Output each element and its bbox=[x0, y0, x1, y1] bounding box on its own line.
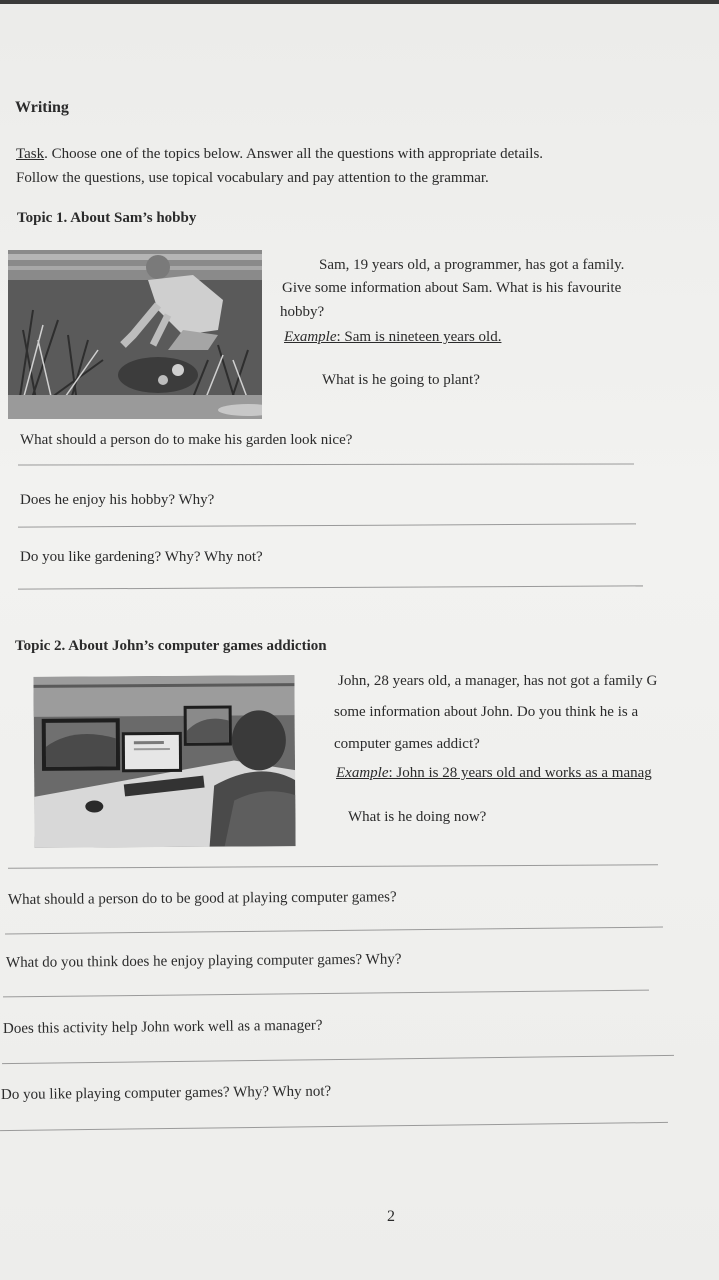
task-line-1 bbox=[16, 146, 543, 163]
answer-line bbox=[3, 990, 649, 998]
answer-line bbox=[5, 927, 663, 935]
topic-1-intro-line-3: hobby? bbox=[280, 304, 325, 320]
topic-2-example-text: : John is 28 years old and works as a manag bbox=[388, 765, 652, 781]
answer-line bbox=[2, 1055, 674, 1064]
topic-2-question-4: Do you like playing computer games? Why? Why not? bbox=[0, 1083, 332, 1103]
section-heading: Writing bbox=[15, 99, 69, 116]
page-number: 2 bbox=[387, 1208, 395, 1225]
answer-line bbox=[18, 585, 643, 589]
topic-1-example-text: : Sam is nineteen years old. bbox=[336, 329, 502, 345]
page-top-edge bbox=[0, 0, 719, 4]
topic-1-example bbox=[284, 329, 501, 346]
topic-1-question-3: Do you like gardening? Why? Why not? bbox=[20, 549, 263, 565]
task-label: Task bbox=[16, 146, 45, 162]
gardening-photo bbox=[8, 250, 262, 419]
topic-1-intro-line-2: Give some information about Sam. What is his favourite bbox=[282, 280, 622, 296]
topic-2-question-2: What do you think does he enjoy playing computer games? Why? bbox=[5, 951, 402, 971]
topic-1-question-1: What should a person do to make his garden look nice? bbox=[20, 432, 353, 448]
answer-line bbox=[0, 1122, 668, 1131]
gamer-at-monitors-illustration bbox=[33, 675, 295, 848]
topic-1-intro-line-1: Sam, 19 years old, a programmer, has got a family. bbox=[319, 257, 625, 273]
computer-games-photo bbox=[33, 675, 295, 848]
topic-2-question-1: What should a person do to be good at playing computer games? bbox=[7, 889, 397, 908]
topic-2-intro-line-1: John, 28 years old, a manager, has not got a family G bbox=[338, 673, 658, 689]
topic-2-question-3: Does this activity help John work well as a manager? bbox=[2, 1017, 323, 1037]
topic-1-question-2: Does he enjoy his hobby? Why? bbox=[20, 492, 215, 508]
answer-line bbox=[18, 463, 634, 465]
task-line-2: Follow the questions, use topical vocabulary and pay attention to the grammar. bbox=[16, 170, 489, 186]
gardener-planting-illustration bbox=[8, 250, 262, 419]
answer-line bbox=[18, 523, 636, 527]
topic-1-title: Topic 1. About Sam’s hobby bbox=[17, 210, 197, 226]
topic-1-question-plant: What is he going to plant? bbox=[322, 372, 480, 388]
topic-2-example bbox=[336, 765, 719, 782]
answer-line bbox=[8, 864, 658, 868]
task-line-1-text: . Choose one of the topics below. Answer all the questions with appropriate details. bbox=[44, 146, 544, 162]
topic-2-title: Topic 2. About John’s computer games addiction bbox=[15, 638, 327, 654]
topic-2-question-now: What is he doing now? bbox=[348, 809, 487, 825]
topic-2-intro-line-3: computer games addict? bbox=[334, 736, 480, 752]
topic-1-example-label: Example bbox=[284, 329, 337, 345]
topic-2-example-label: Example bbox=[336, 765, 389, 781]
topic-2-intro-line-2: some information about John. Do you think he is a bbox=[334, 704, 639, 720]
